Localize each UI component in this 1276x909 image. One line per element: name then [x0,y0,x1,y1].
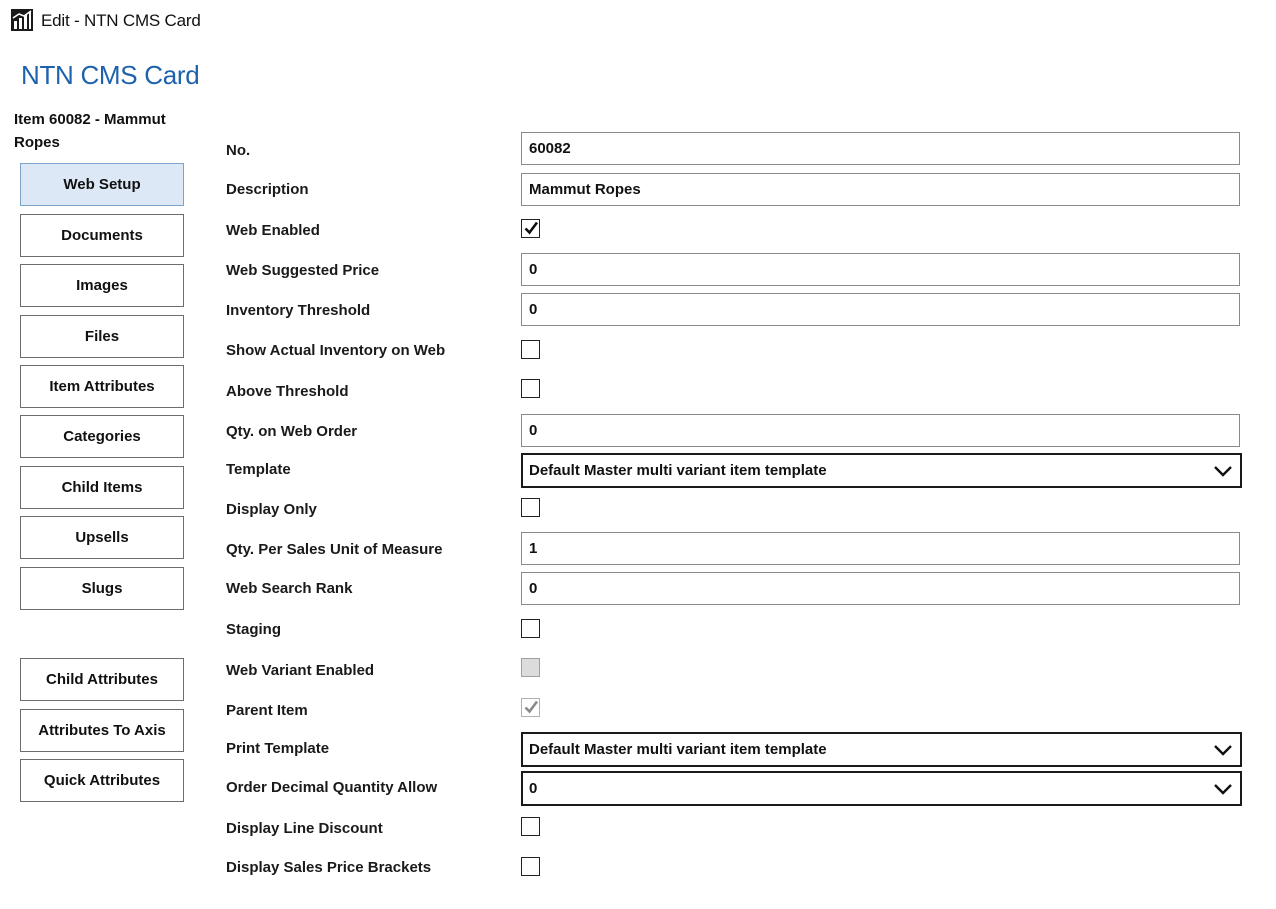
staging-label: Staging [226,621,281,638]
print-template-select-value: Default Master multi variant item template [529,741,827,758]
qty-per-sales-uom-field[interactable] [521,532,1240,565]
show-actual-inventory-label: Show Actual Inventory on Web [226,342,446,359]
images-button[interactable]: Images [20,264,184,307]
chevron-down-icon [1214,464,1232,478]
web-search-rank-field[interactable] [521,572,1240,605]
above-threshold-label: Above Threshold [226,383,349,400]
order-decimal-qty-select[interactable] [521,771,1242,806]
inventory-threshold-field[interactable] [521,293,1240,326]
categories-button[interactable]: Categories [20,415,184,458]
template-label: Template [226,461,291,478]
item-caption [14,108,194,154]
window-titlebar [0,0,1276,42]
print-template-label: Print Template [226,740,330,757]
page-title: NTN CMS Card [21,60,200,90]
upsells-button[interactable]: Upsells [20,516,184,559]
web-enabled-label: Web Enabled [226,222,320,239]
child-items-button[interactable]: Child Items [20,466,184,509]
window-title: Edit - NTN CMS Card [41,11,201,30]
show-actual-inventory-checkbox[interactable] [521,340,540,359]
qty-on-web-order-label: Qty. on Web Order [226,423,358,440]
slugs-button[interactable]: Slugs [20,567,184,610]
web-enabled-checkbox[interactable] [521,219,540,238]
web-suggested-price-label: Web Suggested Price [226,262,380,279]
quick-attributes-button[interactable]: Quick Attributes [20,759,184,802]
child-attributes-button[interactable]: Child Attributes [20,658,184,701]
description-field[interactable] [521,173,1240,206]
display-line-discount-label: Display Line Discount [226,820,383,837]
template-select-value: Default Master multi variant item template [529,462,827,479]
documents-button[interactable]: Documents [20,214,184,257]
web-search-rank-label: Web Search Rank [226,580,353,597]
display-sales-price-brackets-checkbox[interactable] [521,857,540,876]
item-caption-line1: Item 60082 - Mammut [14,111,166,128]
no-field[interactable] [521,132,1240,165]
web-variant-enabled-label: Web Variant Enabled [226,662,375,679]
parent-item-label: Parent Item [226,702,308,719]
no-label: No. [226,142,251,159]
qty-per-sales-uom-label: Qty. Per Sales Unit of Measure [226,541,443,558]
parent-item-checkbox [521,698,540,717]
web-setup-button[interactable]: Web Setup [20,163,184,206]
web-variant-enabled-checkbox [521,658,540,677]
chevron-down-icon [1214,782,1232,796]
order-decimal-qty-select-value: 0 [529,780,538,797]
checkmark-icon [523,220,539,236]
inventory-threshold-label: Inventory Threshold [226,302,371,319]
checkmark-icon [523,699,539,715]
item-attributes-button[interactable]: Item Attributes [20,365,184,408]
files-button[interactable]: Files [20,315,184,358]
chevron-down-icon [1214,743,1232,757]
web-suggested-price-field[interactable] [521,253,1240,286]
print-template-select[interactable] [521,732,1242,767]
qty-on-web-order-field[interactable] [521,414,1240,447]
report-chart-icon [11,9,33,31]
display-line-discount-checkbox[interactable] [521,817,540,836]
above-threshold-checkbox[interactable] [521,379,540,398]
display-only-label: Display Only [226,501,317,518]
staging-checkbox[interactable] [521,619,540,638]
description-label: Description [226,181,309,198]
display-only-checkbox[interactable] [521,498,540,517]
order-decimal-qty-label: Order Decimal Quantity Allow [226,779,438,796]
attributes-to-axis-button[interactable]: Attributes To Axis [20,709,184,752]
template-select[interactable] [521,453,1242,488]
display-sales-price-brackets-label: Display Sales Price Brackets [226,859,432,876]
item-caption-line2: Ropes [14,134,60,151]
